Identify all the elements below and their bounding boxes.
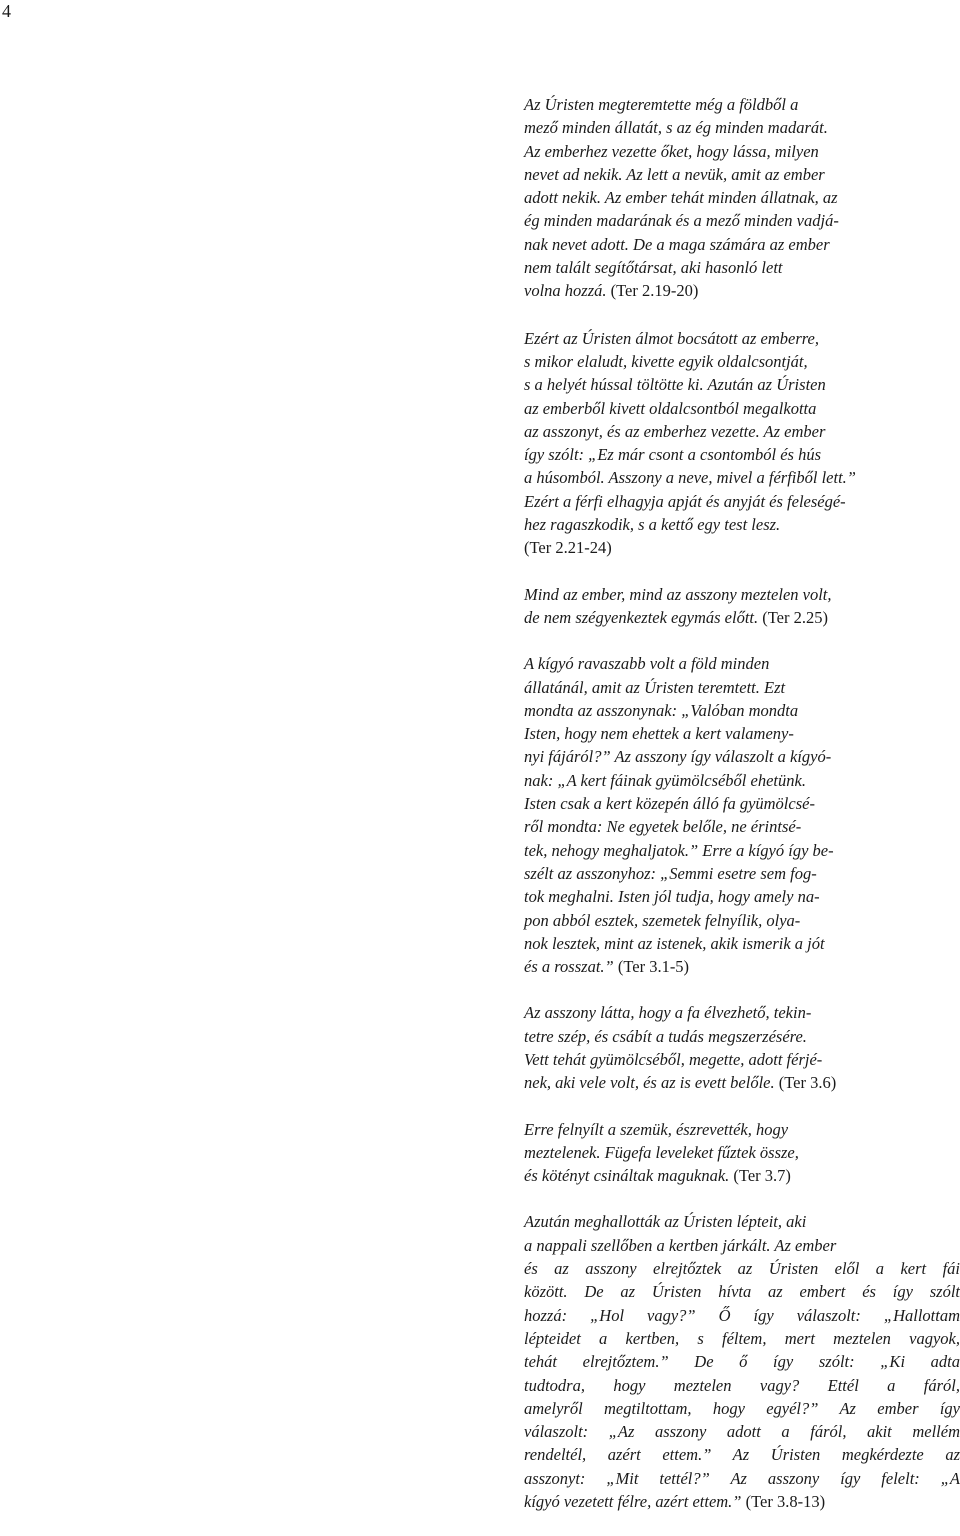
- quote-text: Isten csak a kert közepén álló fa gyümölcsé-: [524, 794, 815, 814]
- quote-text: nyi fájáról?” Az asszony így válaszolt a kígyó-: [524, 747, 832, 767]
- text-line: [524, 1443, 960, 1466]
- quote-text: asszonyt: „Mit tettél?” Az asszony így felelt: „A: [524, 1468, 960, 1488]
- quote-text: és az asszony elrejtőztek az Úristen elől a kert fái: [524, 1259, 960, 1279]
- text-line: [524, 256, 960, 279]
- quote-text: meztelenek. Fügefa leveleket fűztek össze,: [524, 1142, 799, 1162]
- text-line: [524, 1234, 960, 1257]
- scripture-paragraph: [524, 327, 960, 560]
- text-line: [524, 186, 960, 209]
- quote-text: adott nekik. Az ember tehát minden állatnak, az: [524, 188, 838, 208]
- quote-text: Vett tehát gyümölcséből, megette, adott férjé-: [524, 1049, 823, 1069]
- quote-text: tehát elrejtőztem.” De ő így szólt: „Ki adta: [524, 1352, 960, 1372]
- text-line: [524, 1071, 960, 1094]
- text-line: [524, 1257, 960, 1280]
- quote-text: és kötényt csináltak maguknak.: [524, 1166, 730, 1186]
- text-line: [524, 1001, 960, 1024]
- text-line: [524, 932, 960, 955]
- text-line: [524, 955, 960, 978]
- text-line: [524, 1397, 960, 1420]
- text-line: [524, 1025, 960, 1048]
- text-line: [524, 466, 960, 489]
- quote-text: pon abból esztek, szemetek felnyílik, olya-: [524, 910, 801, 930]
- text-line: [524, 140, 960, 163]
- text-line: [524, 350, 960, 373]
- text-line: [524, 279, 960, 302]
- quote-text: így szólt: „Ez már csont a csontomból és hús: [524, 445, 821, 465]
- verse-reference: (Ter 2.25): [758, 607, 828, 627]
- text-line: [524, 1048, 960, 1071]
- quote-text: lépteidet a kertben, s féltem, mert meztelen vagyok,: [524, 1328, 960, 1348]
- quote-text: a nappali szellőben a kertben járkált. Az ember: [524, 1235, 837, 1255]
- quote-text: a húsomból. Asszony a neve, mivel a férfiből lett.”: [524, 468, 856, 488]
- quote-text: válaszolt: „Az asszony adott a fáról, akit mellém: [524, 1422, 960, 1442]
- quote-text: között. De az Úristen hívta az embert és így szólt: [524, 1282, 960, 1302]
- text-line: [524, 536, 960, 559]
- text-line: [524, 420, 960, 443]
- text-line: [524, 327, 960, 350]
- text-line: [524, 909, 960, 932]
- verse-reference: (Ter 3.6): [774, 1073, 837, 1093]
- text-line: [524, 1327, 960, 1350]
- text-line: [524, 1141, 960, 1164]
- quote-text: de nem szégyenkeztek egymás előtt.: [524, 607, 759, 627]
- quote-text: tetre szép, és csábít a tudás megszerzésére.: [524, 1026, 807, 1046]
- text-line: [524, 373, 960, 396]
- quote-text: Mind az ember, mind az asszony meztelen volt,: [524, 584, 832, 604]
- text-line: [524, 745, 960, 768]
- quote-text: Isten, hogy nem ehettek a kert valameny-: [524, 724, 794, 744]
- quote-text: ég minden madarának és a mező minden vadjá-: [524, 211, 839, 231]
- quote-text: Ezért az Úristen álmot bocsátott az emberre,: [524, 328, 819, 348]
- quote-text: rendeltél, azért ettem.” Az Úristen megkérdezte az: [524, 1445, 960, 1465]
- text-line: [524, 209, 960, 232]
- quote-text: nak nevet adott. De a maga számára az ember: [524, 234, 830, 254]
- text-line: [524, 676, 960, 699]
- text-line: [524, 93, 960, 116]
- quote-text: Azután meghallották az Úristen lépteit, aki: [524, 1212, 807, 1232]
- verse-reference: (Ter 2.19-20): [606, 281, 699, 301]
- quote-text: mondta az asszonynak: „Valóban mondta: [524, 700, 799, 720]
- text-line: [524, 1210, 960, 1233]
- page-number: 4: [2, 1, 11, 21]
- quote-text: hozzá: „Hol vagy?” Ő így válaszolt: „Hallottam: [524, 1305, 960, 1325]
- text-line: [524, 1280, 960, 1303]
- quote-text: nak: „A kert fáinak gyümölcséből ehetünk.: [524, 770, 806, 790]
- text-line: [524, 862, 960, 885]
- quote-text: tek, nehogy meghaljatok.” Erre a kígyó így be-: [524, 840, 834, 860]
- scripture-paragraph: [524, 1210, 960, 1513]
- text-line: [524, 1490, 960, 1513]
- text-line: [524, 699, 960, 722]
- text-line: [524, 1304, 960, 1327]
- quote-text: kígyó vezetett félre, azért ettem.”: [524, 1492, 742, 1512]
- quote-text: Az emberhez vezette őket, hogy lássa, milyen: [524, 141, 819, 161]
- scripture-text-column: [524, 93, 960, 1536]
- text-line: [524, 513, 960, 536]
- scripture-paragraph: [524, 583, 960, 630]
- text-line: [524, 490, 960, 513]
- quote-text: ről mondta: Ne egyetek belőle, ne érintsé-: [524, 817, 802, 837]
- quote-text: és a rosszat.”: [524, 957, 614, 977]
- quote-text: Ezért a férfi elhagyja apját és anyját és feleségé-: [524, 491, 846, 511]
- quote-text: hez ragaszkodik, s a kettő egy test lesz.: [524, 515, 781, 535]
- text-line: [524, 1374, 960, 1397]
- verse-reference: (Ter 3.8-13): [741, 1492, 826, 1512]
- text-line: [524, 233, 960, 256]
- verse-reference: (Ter 2.21-24): [524, 538, 612, 558]
- verse-reference: (Ter 3.7): [729, 1166, 791, 1186]
- text-line: [524, 815, 960, 838]
- quote-text: s a helyét hússal töltötte ki. Azután az Úristen: [524, 375, 826, 395]
- quote-text: volna hozzá.: [524, 281, 607, 301]
- text-line: [524, 116, 960, 139]
- text-line: [524, 606, 960, 629]
- text-line: [524, 652, 960, 675]
- text-line: [524, 885, 960, 908]
- quote-text: amelyről megtiltottam, hogy egyél?” Az ember így: [524, 1398, 960, 1418]
- quote-text: s mikor elaludt, kivette egyik oldalcsontját,: [524, 351, 808, 371]
- scripture-paragraph: [524, 1118, 960, 1188]
- quote-text: tudtodra, hogy meztelen vagy? Ettél a fáról,: [524, 1375, 960, 1395]
- scripture-paragraph: [524, 1001, 960, 1094]
- quote-text: az asszonyt, és az emberhez vezette. Az ember: [524, 421, 826, 441]
- quote-text: állatánál, amit az Úristen teremtett. Ezt: [524, 677, 786, 697]
- quote-text: Az asszony látta, hogy a fa élvezhető, tekin-: [524, 1003, 812, 1023]
- scripture-paragraph: [524, 93, 960, 303]
- quote-text: Erre felnyílt a szemük, észrevették, hogy: [524, 1119, 789, 1139]
- text-line: [524, 839, 960, 862]
- text-line: [524, 722, 960, 745]
- text-line: [524, 1420, 960, 1443]
- text-line: [524, 792, 960, 815]
- text-line: [524, 1164, 960, 1187]
- quote-text: nem talált segítőtársat, aki hasonló lett: [524, 258, 783, 278]
- text-line: [524, 583, 960, 606]
- quote-text: A kígyó ravaszabb volt a föld minden: [524, 654, 770, 674]
- quote-text: mező minden állatát, s az ég minden madarát.: [524, 118, 828, 138]
- quote-text: tok meghalni. Isten jól tudja, hogy amely na-: [524, 887, 820, 907]
- text-line: [524, 397, 960, 420]
- quote-text: nek, aki vele volt, és az is evett belőle.: [524, 1073, 775, 1093]
- quote-text: az emberből kivett oldalcsontból megalkotta: [524, 398, 817, 418]
- text-line: [524, 163, 960, 186]
- quote-text: nevet ad nekik. Az lett a nevük, amit az ember: [524, 164, 825, 184]
- text-line: [524, 1118, 960, 1141]
- quote-text: nok lesztek, mint az istenek, akik ismerik a jót: [524, 933, 825, 953]
- quote-text: Az Úristen megteremtette még a földből a: [524, 95, 799, 114]
- text-line: [524, 769, 960, 792]
- scripture-paragraph: [524, 652, 960, 978]
- text-line: [524, 1467, 960, 1490]
- verse-reference: (Ter 3.1-5): [613, 957, 690, 977]
- text-line: [524, 443, 960, 466]
- quote-text: szélt az asszonyhoz: „Semmi esetre sem fog-: [524, 863, 817, 883]
- text-line: [524, 1350, 960, 1373]
